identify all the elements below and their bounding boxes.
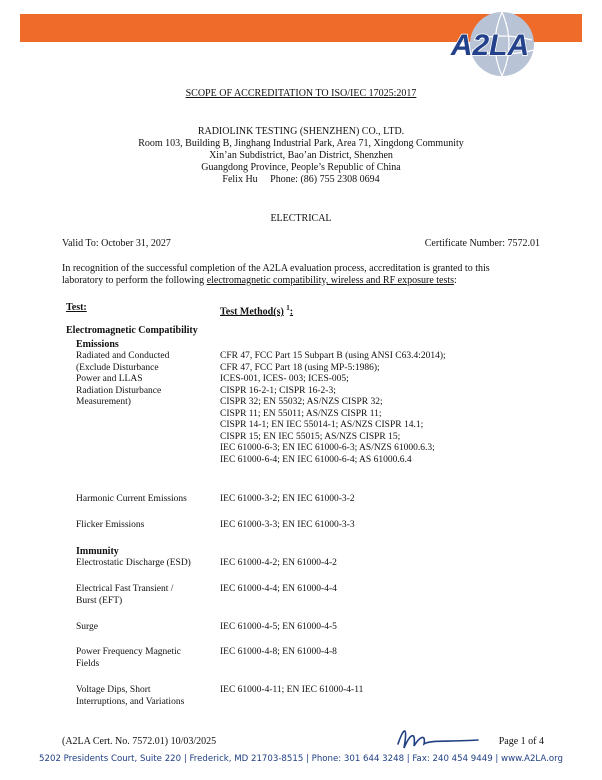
test-line: Fields (76, 658, 100, 669)
intro-suffix: : (454, 275, 457, 286)
valid-to: Valid To: October 31, 2027 (62, 238, 171, 249)
test-cell: Flicker Emissions (76, 520, 145, 530)
method-line: IEC 61000-6-3; EN IEC 61000-6-3; AS/NZS 61000.6.3; (220, 443, 435, 453)
test-cell (76, 685, 226, 708)
method-line: CFR 47, FCC Part 15 Subpart B (using ANSI C63.4:2014); (220, 351, 446, 361)
lab-address-line-2: Xin’an Subdistrict, Bao’an District, Shenzhen (209, 150, 393, 161)
method-cell: IEC 61000-4-2; EN 61000-4-2 (220, 558, 337, 568)
lab-contact: Felix Hu Phone: (86) 755 2308 0694 (222, 174, 380, 185)
immunity-heading: Immunity (76, 546, 119, 557)
method-header-footnote: 1 (286, 304, 290, 312)
field-heading: ELECTRICAL (270, 213, 332, 224)
signature-image (394, 722, 480, 752)
method-cell: IEC 61000-4-5; EN 61000-4-5 (220, 622, 337, 632)
test-line: Radiation Disturbance (76, 385, 162, 396)
page-number: Page 1 of 4 (498, 736, 544, 747)
intro-line-2 (62, 275, 552, 287)
test-line: Power and LLAS (76, 374, 143, 384)
intro-text: laboratory to perform the following (62, 275, 207, 286)
lab-address-line-1: Room 103, Building B, Jinghang Industrial Park, Area 71, Xingdong Community (138, 138, 464, 149)
method-line: CISPR 16-2-1; CISPR 16-2-3; (220, 385, 336, 396)
method-header-colon: : (289, 306, 294, 318)
intro-line-1: In recognition of the successful completion of the A2LA evaluation process, accreditation is granted to this (62, 263, 490, 274)
test-line: Electrical Fast Transient / (76, 584, 174, 594)
method-header-label: Test Method(s) (220, 306, 284, 318)
method-line: ICES-001, ICES- 003; ICES-005; (220, 374, 349, 384)
test-cell (76, 622, 216, 634)
lab-address-line-3: Guangdong Province, People’s Republic of China (201, 162, 401, 173)
test-line: Burst (EFT) (76, 595, 123, 606)
method-line: CISPR 15; EN IEC 55015; AS/NZS CISPR 15; (220, 431, 401, 442)
test-cell: Harmonic Current Emissions (76, 494, 187, 504)
cert-reference: (A2LA Cert. No. 7572.01) 10/03/2025 (62, 736, 217, 747)
test-cell (76, 558, 216, 570)
test-line: Interruptions, and Variations (76, 696, 185, 707)
footer-address: 5202 Presidents Court, Suite 220 | Frederick, MD 21703-8515 | Phone: 301 644 3248 | Fax: 240 454 9449 | www.A2LA.org (39, 754, 563, 764)
method-cell: IEC 61000-4-11; EN IEC 61000-4-11 (220, 685, 364, 695)
column-header-test: Test: (66, 302, 87, 313)
method-line: CISPR 32; EN 55032; AS/NZS CISPR 32; (220, 397, 383, 407)
test-line: Electrostatic Discharge (ESD) (76, 558, 191, 568)
method-cell: IEC 61000-4-8; EN 61000-4-8 (220, 647, 337, 657)
test-line: Power Frequency Magnetic (76, 647, 181, 657)
method-line: CISPR 11; EN 55011; AS/NZS CISPR 11; (220, 408, 382, 419)
scope-link-text: electromagnetic compatibility, wireless and RF exposure tests (206, 275, 455, 286)
method-line: CISPR 14-1; EN IEC 55014-1; AS/NZS CISPR 14.1; (220, 420, 424, 430)
a2la-logo-icon (430, 10, 550, 78)
emissions-heading: Emissions (76, 339, 119, 350)
column-header-method (220, 302, 293, 318)
test-line: Surge (76, 622, 98, 632)
emissions-test-cell (76, 351, 216, 409)
test-cell (76, 647, 216, 670)
test-line: Voltage Dips, Short (76, 685, 151, 695)
method-cell: IEC 61000-3-3; EN IEC 61000-3-3 (220, 520, 355, 530)
svg-text:A2LA: A2LA (450, 29, 530, 62)
method-line: IEC 61000-6-4; EN IEC 61000-6-4; AS 61000.6.4 (220, 454, 412, 465)
section-heading: Electromagnetic Compatibility (66, 325, 198, 336)
method-cell: IEC 61000-3-2; EN IEC 61000-3-2 (220, 494, 355, 504)
test-line: Radiated and Conducted (76, 351, 170, 361)
test-line: Measurement) (76, 397, 131, 407)
method-cell: IEC 61000-4-4; EN 61000-4-4 (220, 584, 337, 594)
emissions-method-cell (220, 351, 580, 466)
page-title: SCOPE OF ACCREDITATION TO ISO/IEC 17025:2017 (185, 88, 417, 99)
method-line: CFR 47, FCC Part 18 (using MP-5:1986); (220, 362, 380, 373)
test-cell (76, 584, 216, 607)
certificate-number: Certificate Number: 7572.01 (424, 238, 540, 249)
test-line: (Exclude Disturbance (76, 362, 159, 373)
lab-name: RADIOLINK TESTING (SHENZHEN) CO., LTD. (197, 126, 405, 137)
